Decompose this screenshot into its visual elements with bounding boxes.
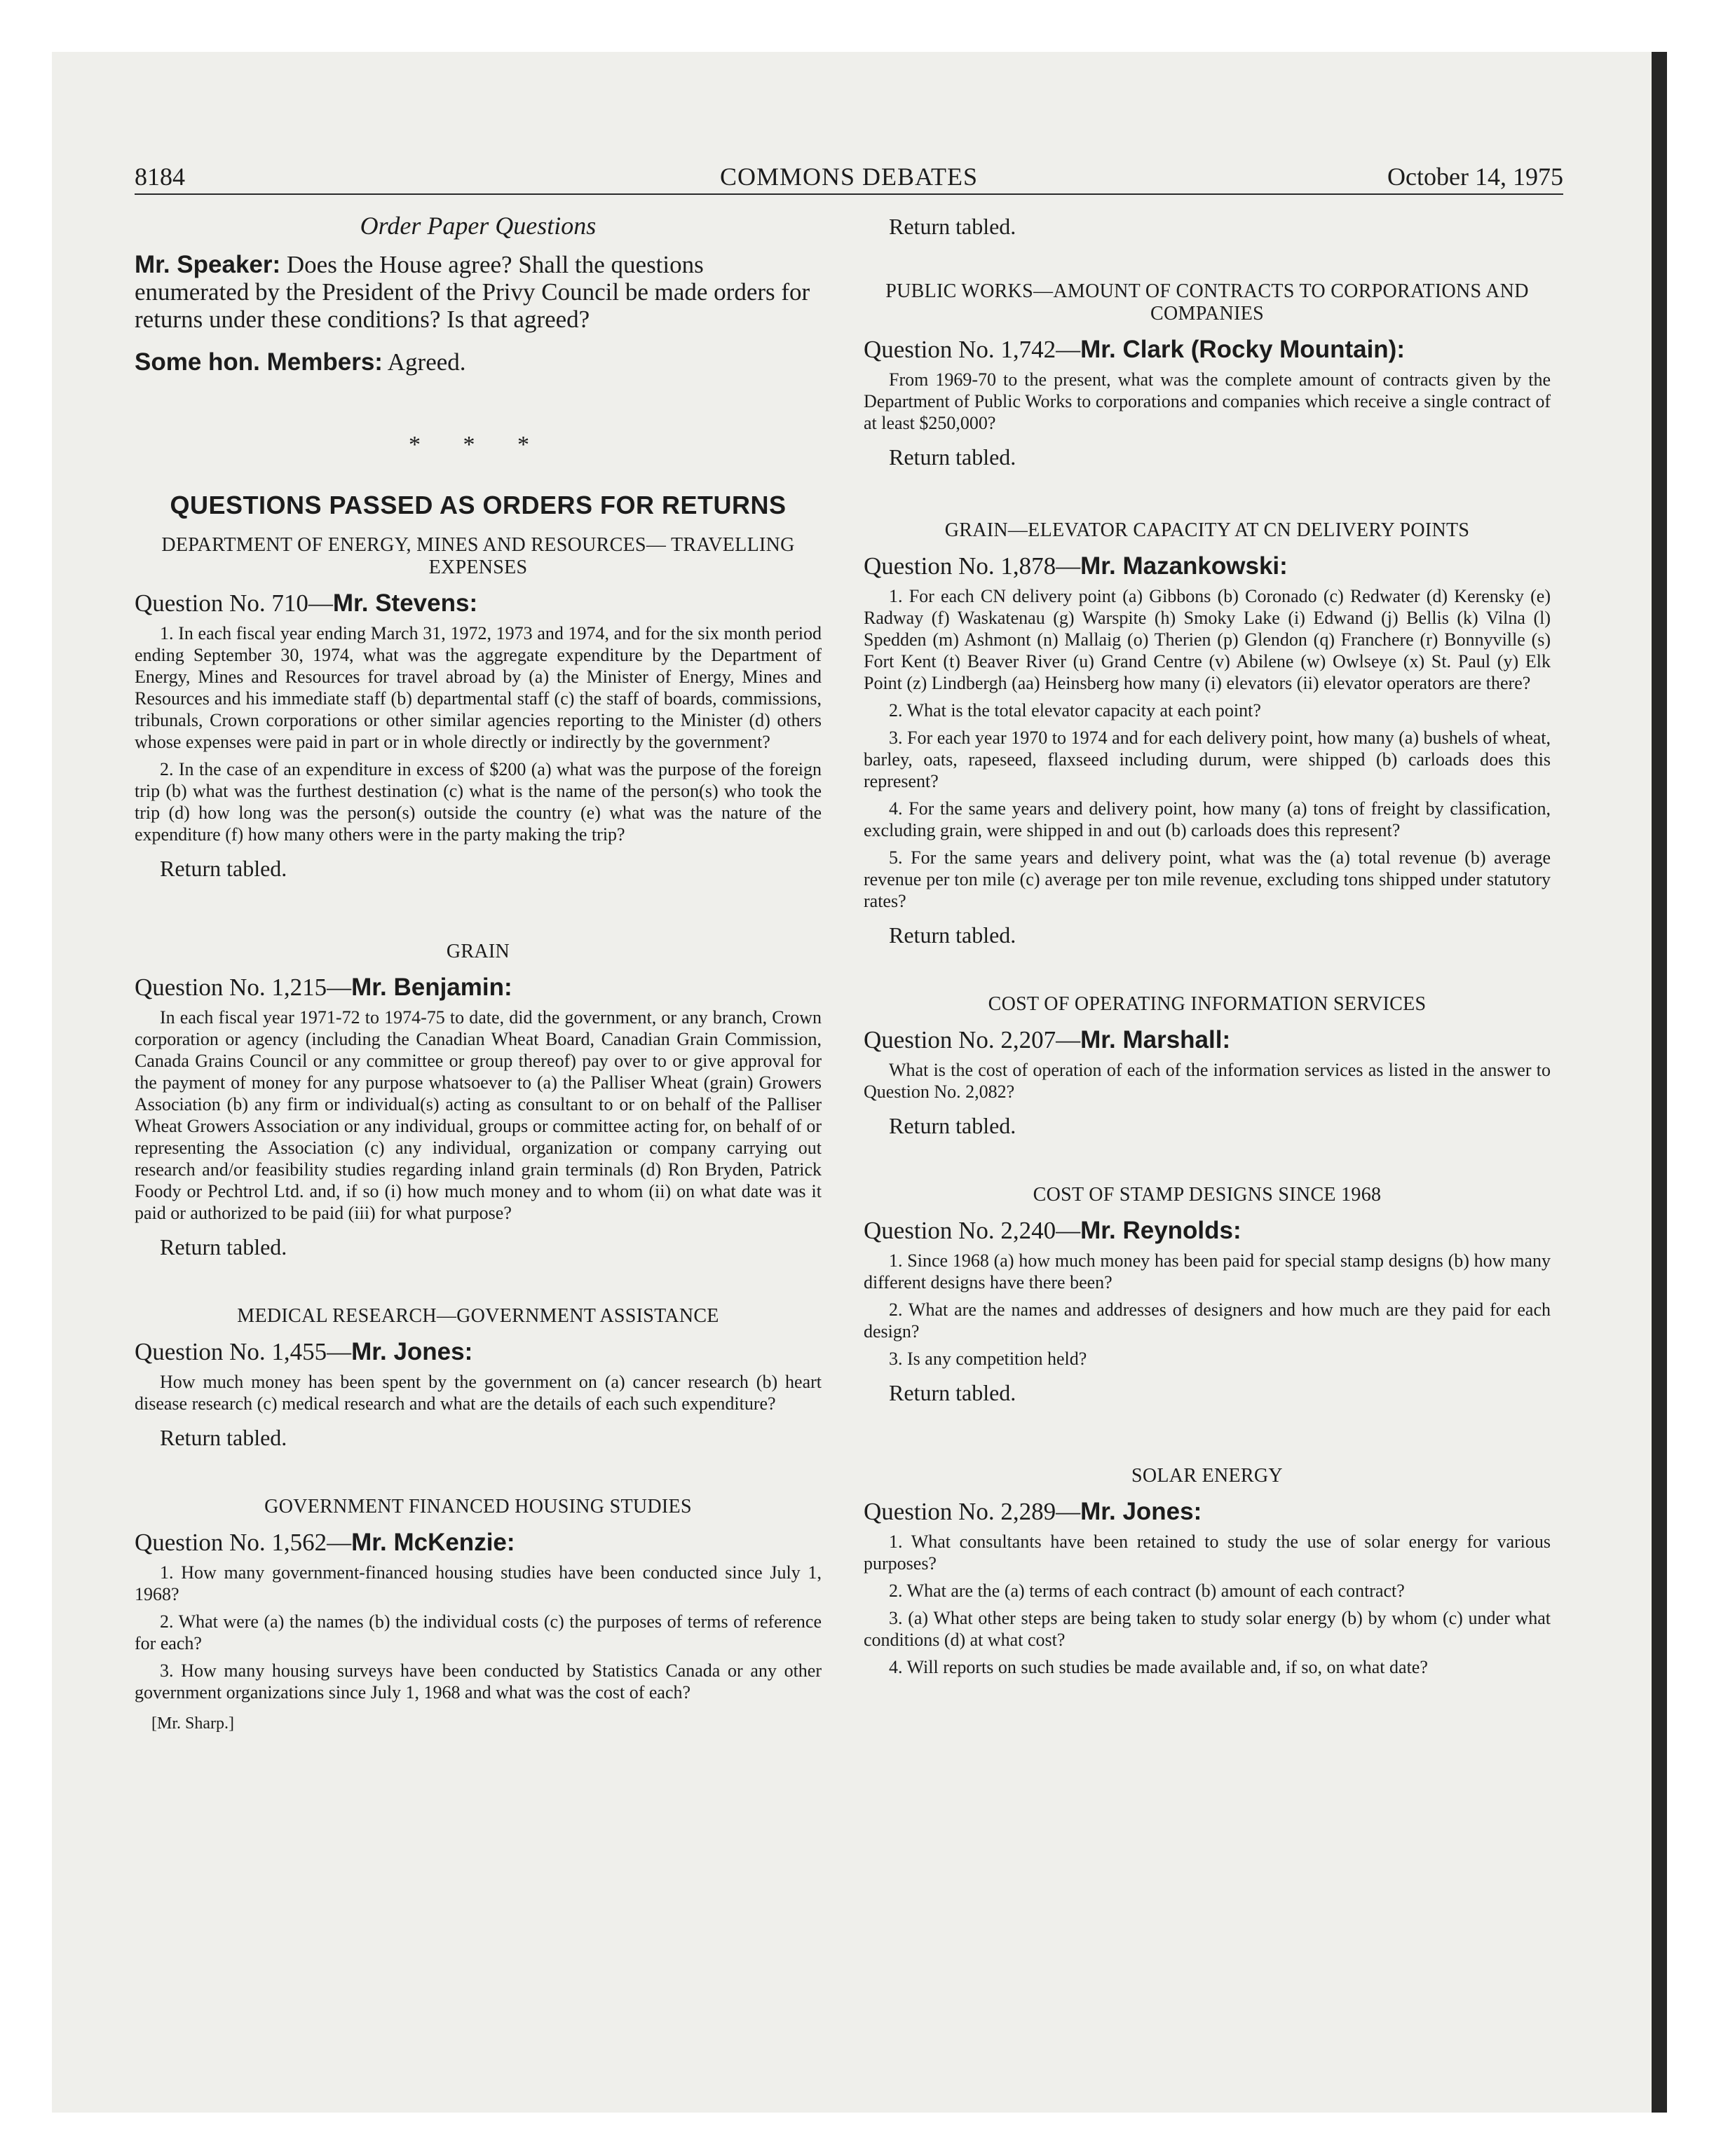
speaker-text: Does the House agree? Shall the questions enumerated by the President of the Privy Council be made orders for returns under these conditions? Is that agreed? bbox=[135, 251, 810, 333]
question-section bbox=[864, 1184, 1551, 1406]
question-number: Question No. 1,455— bbox=[135, 1338, 352, 1365]
question-paragraph: 3. For each year 1970 to 1974 and for each delivery point, how many (a) bushels of wheat, barley, oats, rapeseed, flaxseed including durum, were shipped (b) carloads does this represent? bbox=[864, 728, 1551, 791]
member-name: Mr. Mazankowski: bbox=[1080, 552, 1288, 580]
return-status: Return tabled. bbox=[889, 1380, 1016, 1405]
question-section bbox=[135, 1496, 822, 1703]
section-break-stars: * * * bbox=[409, 432, 547, 458]
question-number: Question No. 2,207— bbox=[864, 1026, 1081, 1053]
scan-edge-bar bbox=[1652, 52, 1667, 2113]
question-section bbox=[864, 280, 1551, 470]
section-heading: DEPARTMENT OF ENERGY, MINES AND RESOURCES— TRAVELLING EXPENSES bbox=[161, 534, 795, 578]
speaker-name: Mr. Speaker: bbox=[135, 251, 281, 278]
return-status: Return tabled. bbox=[160, 1234, 287, 1260]
question-paragraph: 3. (a) What other steps are being taken to study solar energy (b) by whom (c) under what conditions (d) at what cost? bbox=[864, 1608, 1551, 1650]
running-head: Order Paper Questions bbox=[360, 212, 597, 240]
member-name: Mr. Jones: bbox=[1080, 1498, 1202, 1525]
member-name: Mr. Jones: bbox=[351, 1338, 473, 1365]
question-paragraph: 4. Will reports on such studies be made available and, if so, on what date? bbox=[889, 1657, 1428, 1677]
section-heading: GOVERNMENT FINANCED HOUSING STUDIES bbox=[264, 1496, 692, 1517]
members-text: Agreed. bbox=[382, 348, 466, 376]
section-heading: COST OF OPERATING INFORMATION SERVICES bbox=[988, 993, 1427, 1015]
question-paragraph: 2. What is the total elevator capacity at each point? bbox=[889, 700, 1261, 721]
question-paragraph: 5. For the same years and delivery point, what was the (a) total revenue (b) average revenue per ton mile (c) average per ton mile revenue, excluding tons shipped under statutory rates? bbox=[864, 847, 1551, 911]
question-paragraph: 1. Since 1968 (a) how much money has been paid for special stamp designs (b) how many different designs have there been? bbox=[864, 1250, 1551, 1292]
question-number: Question No. 1,562— bbox=[135, 1529, 352, 1556]
question-paragraph: 2. What were (a) the names (b) the individual costs (c) the purposes of terms of reference for each? bbox=[135, 1611, 822, 1653]
question-paragraph: What is the cost of operation of each of the information services as listed in the answer to Question No. 2,082? bbox=[864, 1060, 1551, 1102]
members-response bbox=[135, 348, 822, 376]
question-number: Question No. 2,289— bbox=[864, 1498, 1081, 1525]
question-paragraph: 1. In each fiscal year ending March 31, 1972, 1973 and 1974, and for the six month period ending September 30, 1974, what was the aggregate expenditure by the Department of Energy, Mines and Resources for travel abroad by (a) the Minister of Energy, Mines and Resources and his immediate staff (b) departmental staff (c) the staff of boards, commissions, tribunals, Crown corporations or other similar agencies reporting to the Minister (d) others whose expenses were paid in part or in whole directly or indirectly by the government? bbox=[135, 623, 822, 752]
question-paragraph: 1. What consultants have been retained to study the use of solar energy for various purposes? bbox=[864, 1531, 1551, 1574]
member-name: Mr. Stevens: bbox=[332, 589, 478, 617]
question-line bbox=[135, 589, 822, 618]
publication-date: October 14, 1975 bbox=[1387, 163, 1563, 191]
question-paragraph: How much money has been spent by the government on (a) cancer research (b) heart disease research (c) medical research and what are the details of each such expenditure? bbox=[135, 1372, 822, 1414]
question-paragraph: 4. For the same years and delivery point, how many (a) tons of freight by classification, excluding grain, were shipped in and out (b) carloads does this represent? bbox=[864, 798, 1551, 840]
publication-title: COMMONS DEBATES bbox=[719, 163, 979, 191]
question-line bbox=[135, 1337, 822, 1367]
section-heading: MEDICAL RESEARCH—GOVERNMENT ASSISTANCE bbox=[237, 1305, 719, 1327]
question-paragraph: In each fiscal year 1971-72 to 1974-75 to date, did the government, or any branch, Crown corporation or agency (including the Canadian Wheat Board, Canadian Grain Commission, Canada Grains Council or any committee or group thereof) pay over to or give approval for the payment of money for any purpose whatsoever to (a) the Palliser Wheat (grain) Growers Association (b) any firm or individual(s) acting as consultant to or on behalf of the Palliser Wheat Growers Association or any individual, groups or committee acting for, on behalf of or representing the Association (c) any individual, organization or company carrying out research and/or feasibility studies regarding inland grain terminals (d) Ron Bryden, Patrick Foody or Pechtrol Ltd. and, if so (i) how much money and to whom (ii) on what date was it paid or authorized to be paid (iii) for what purpose? bbox=[135, 1007, 822, 1223]
question-section bbox=[135, 941, 822, 1260]
page-number: 8184 bbox=[135, 163, 185, 191]
section-heading: SOLAR ENERGY bbox=[1131, 1465, 1283, 1487]
question-line bbox=[135, 1528, 822, 1557]
question-paragraph: 2. What are the names and addresses of designers and how much are they paid for each design? bbox=[864, 1299, 1551, 1342]
right-column bbox=[864, 210, 1551, 1684]
question-number: Question No. 1,215— bbox=[135, 974, 352, 1001]
question-paragraph: 3. How many housing surveys have been conducted by Statistics Canada or any other government organizations since July 1, 1968 and what was the cost of each? bbox=[135, 1660, 822, 1703]
question-section bbox=[864, 1465, 1551, 1678]
members-name: Some hon. Members: bbox=[135, 348, 383, 376]
question-line bbox=[864, 1497, 1551, 1527]
question-line bbox=[135, 973, 822, 1002]
question-line bbox=[864, 1025, 1551, 1055]
return-status: Return tabled. bbox=[889, 444, 1016, 470]
return-status: Return tabled. bbox=[160, 856, 287, 881]
speaker-statement bbox=[135, 251, 822, 333]
left-column bbox=[135, 210, 822, 1733]
speaker-signature: [Mr. Sharp.] bbox=[151, 1714, 234, 1733]
question-number: Question No. 1,878— bbox=[864, 552, 1081, 580]
question-section bbox=[864, 993, 1551, 1139]
section-heading: GRAIN bbox=[446, 941, 510, 962]
section-heading: PUBLIC WORKS—AMOUNT OF CONTRACTS TO CORPORATIONS AND COMPANIES bbox=[885, 280, 1529, 325]
member-name: Mr. Marshall: bbox=[1080, 1026, 1231, 1053]
member-name: Mr. Benjamin: bbox=[351, 974, 512, 1001]
return-status: Return tabled. bbox=[889, 214, 1016, 239]
question-paragraph: 2. What are the (a) terms of each contract (b) amount of each contract? bbox=[889, 1581, 1405, 1601]
return-status: Return tabled. bbox=[889, 1113, 1016, 1138]
question-number: Question No. 710— bbox=[135, 589, 333, 617]
question-section bbox=[864, 519, 1551, 948]
question-line bbox=[864, 335, 1551, 364]
member-name: Mr. Reynolds: bbox=[1080, 1217, 1241, 1244]
page-header bbox=[135, 157, 1563, 195]
question-paragraph: 1. For each CN delivery point (a) Gibbons (b) Coronado (c) Redwater (d) Kerensky (e) Radway (f) Waskatenau (g) Warspite (h) Smoky Lake (i) Edwand (j) Bellis (k) Vilna (l) Spedden (m) Ashmont (n) Mallaig (o) Therien (p) Glendon (q) Franchere (r) Bonnyville (s) Fort Kent (t) Beaver River (u) Grand Centre (v) Abilene (w) Owlseye (x) St. Paul (y) Elk Point (z) Lindbergh (aa) Heinsberg how many (i) elevators (ii) elevator operators are there? bbox=[864, 586, 1551, 693]
question-line bbox=[864, 1216, 1551, 1246]
section-heading: COST OF STAMP DESIGNS SINCE 1968 bbox=[1033, 1184, 1382, 1206]
question-paragraph: 3. Is any competition held? bbox=[889, 1349, 1087, 1369]
question-paragraph: From 1969-70 to the present, what was the complete amount of contracts given by the Department of Public Works to corporations and companies which receive a single contract of at least $250,000? bbox=[864, 369, 1551, 433]
question-section bbox=[135, 1305, 822, 1451]
section-heading: GRAIN—ELEVATOR CAPACITY AT CN DELIVERY POINTS bbox=[944, 519, 1470, 541]
question-paragraph: 1. How many government-financed housing studies have been conducted since July 1, 1968? bbox=[135, 1562, 822, 1604]
question-line bbox=[864, 552, 1551, 581]
question-number: Question No. 2,240— bbox=[864, 1217, 1081, 1244]
member-name: Mr. Clark (Rocky Mountain): bbox=[1080, 336, 1405, 363]
question-number: Question No. 1,742— bbox=[864, 336, 1081, 363]
return-status: Return tabled. bbox=[889, 922, 1016, 948]
member-name: Mr. McKenzie: bbox=[351, 1529, 515, 1556]
return-status: Return tabled. bbox=[160, 1425, 287, 1450]
question-section bbox=[135, 534, 822, 882]
main-heading: QUESTIONS PASSED AS ORDERS FOR RETURNS bbox=[170, 491, 787, 519]
question-paragraph: 2. In the case of an expenditure in excess of $200 (a) what was the purpose of the foreign trip (b) what was the furthest destination (c) what is the name of the person(s) who took the trip (d) how long was the person(s) outside the country (e) what was the nature of the expenditure (f) how many others were in the party making the trip? bbox=[135, 759, 822, 845]
